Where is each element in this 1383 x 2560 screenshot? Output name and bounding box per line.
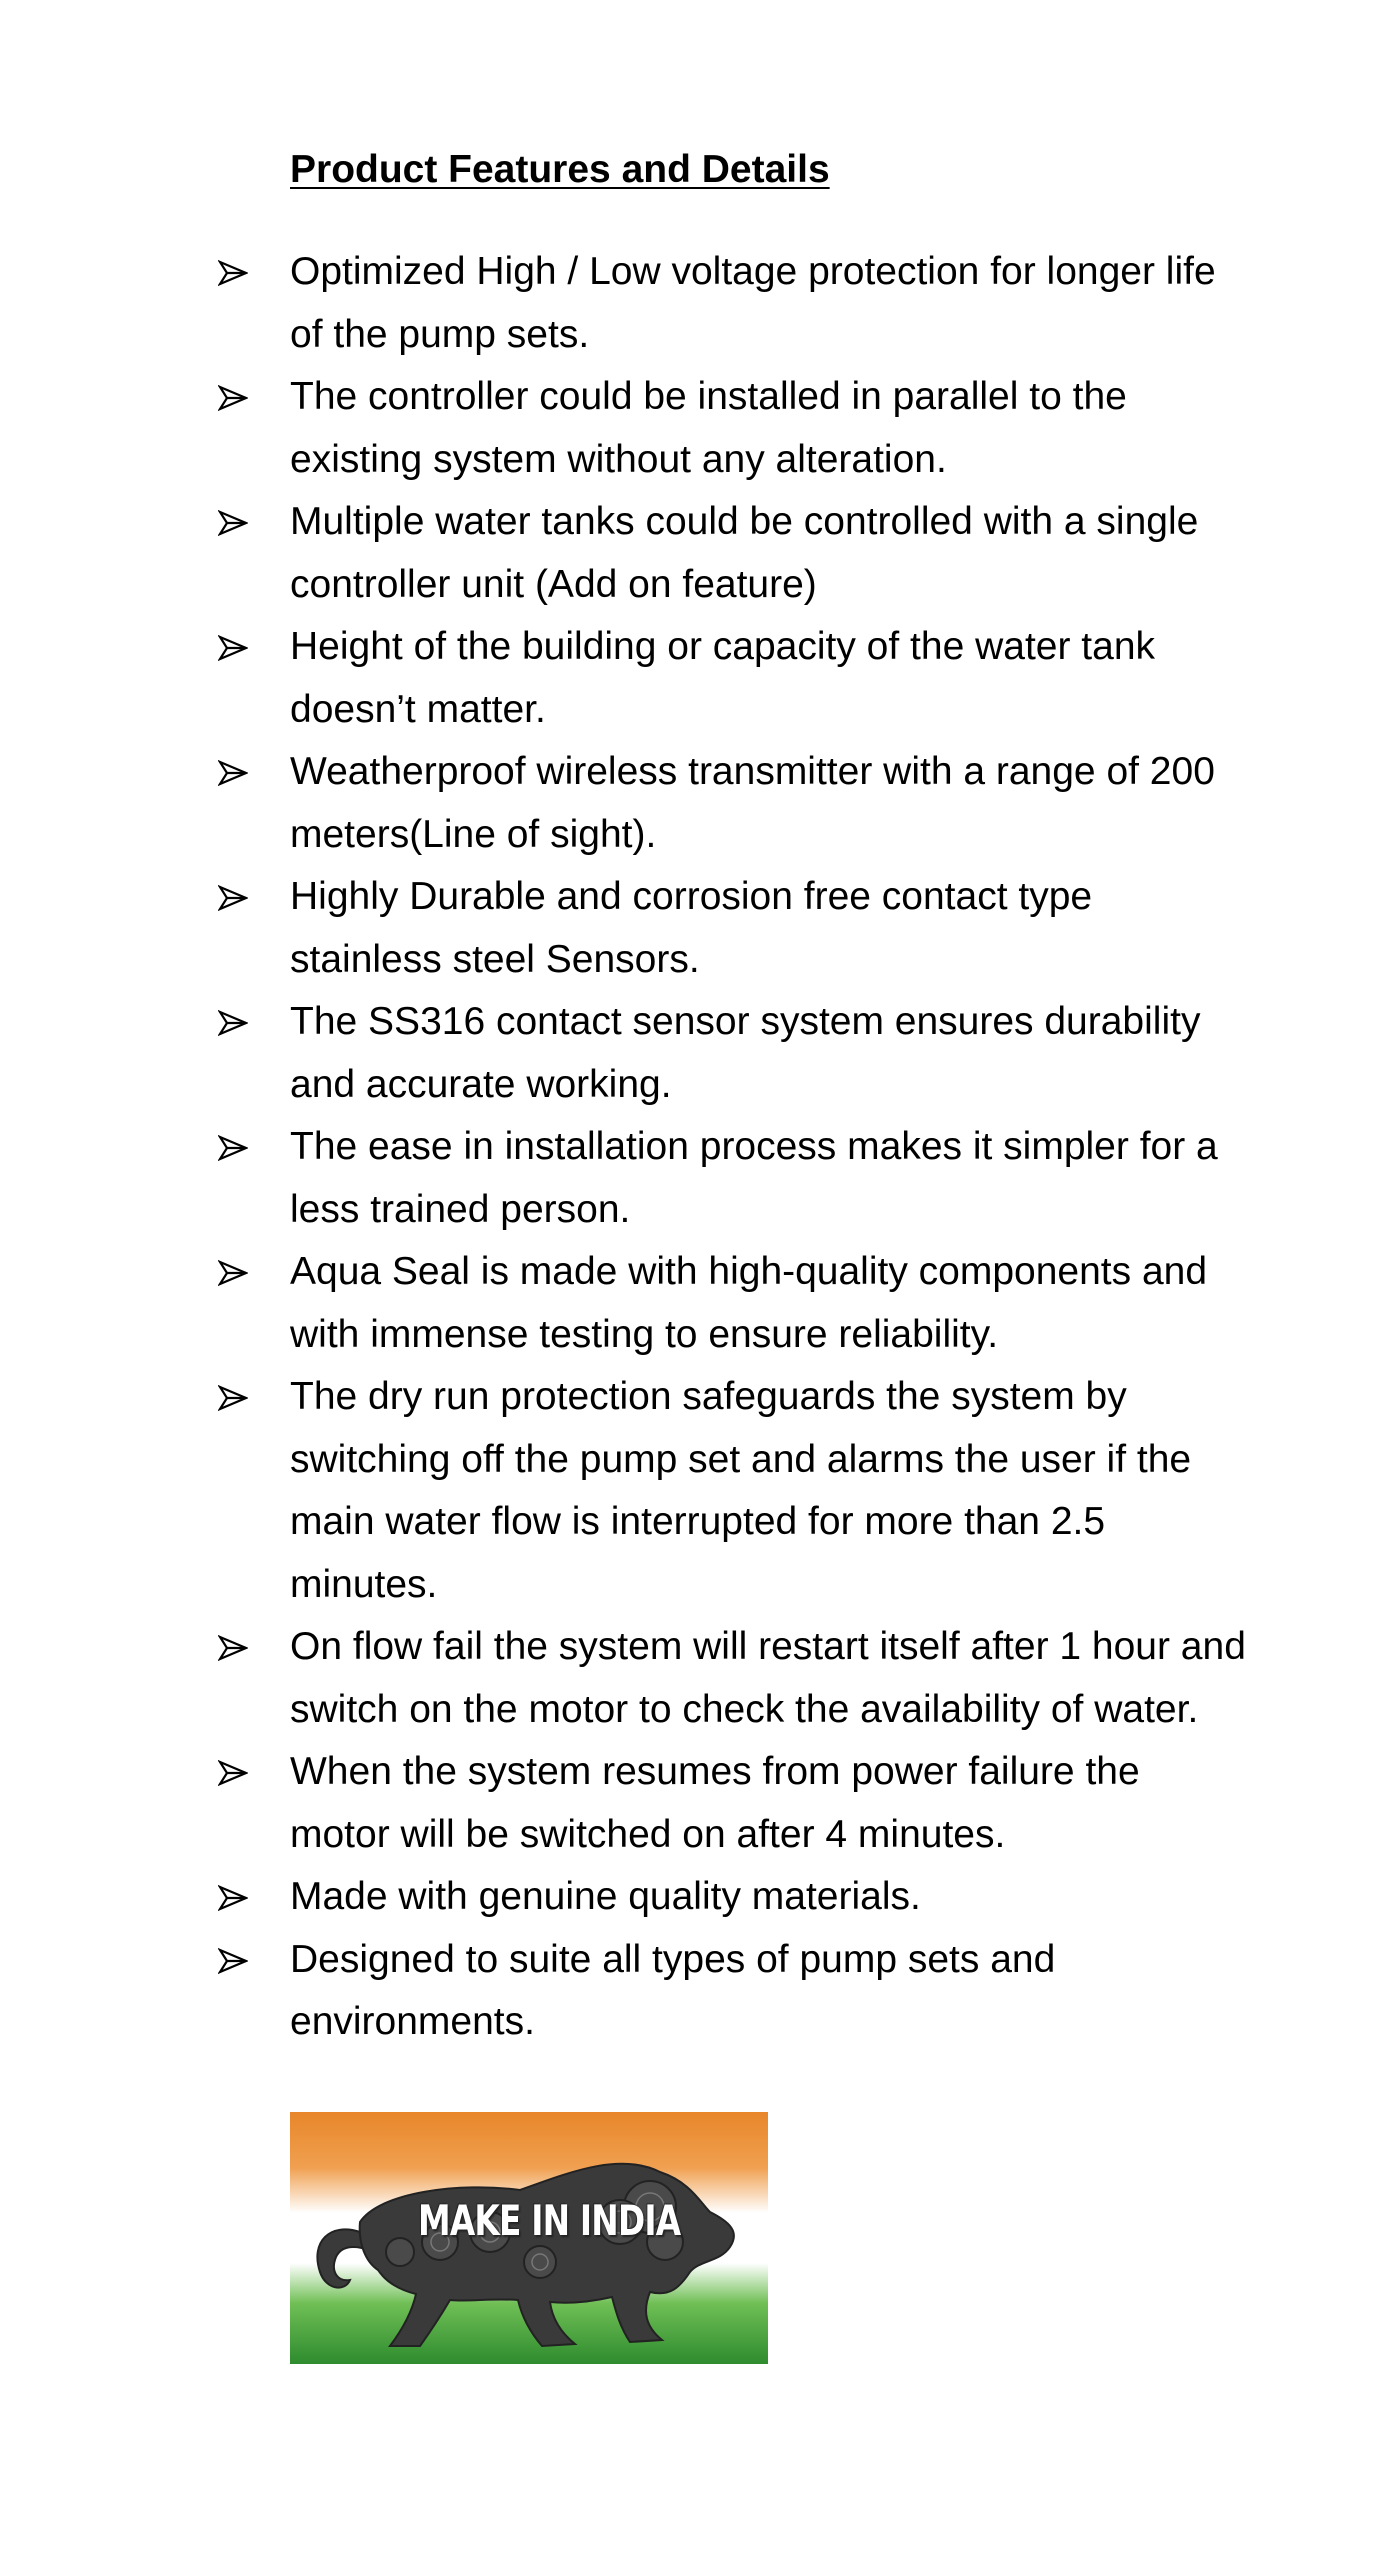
logo-text: MAKE IN INDIA <box>418 2196 681 2245</box>
feature-list <box>210 241 1250 2054</box>
feature-item <box>210 1866 1250 1929</box>
feature-item <box>210 366 1250 491</box>
arrowhead-bullet-icon <box>218 760 248 786</box>
feature-item <box>210 491 1250 616</box>
arrowhead-bullet-icon <box>218 885 248 911</box>
feature-text: Multiple water tanks could be controlled with a single controller unit (Add on feature) <box>290 500 1199 606</box>
arrowhead-bullet-icon <box>218 510 248 536</box>
feature-text: Highly Durable and corrosion free contact type stainless steel Sensors. <box>290 875 1093 981</box>
arrowhead-bullet-icon <box>218 1135 248 1161</box>
make-in-india-logo <box>290 2112 768 2364</box>
feature-item <box>210 1741 1250 1866</box>
arrowhead-bullet-icon <box>218 1760 248 1786</box>
feature-item <box>210 241 1250 366</box>
feature-item <box>210 1616 1250 1741</box>
feature-text: On flow fail the system will restart itself after 1 hour and switch on the motor to check the availability of water. <box>290 1625 1246 1731</box>
feature-item <box>210 1116 1250 1241</box>
arrowhead-bullet-icon <box>218 1948 248 1974</box>
feature-item <box>210 991 1250 1116</box>
feature-text: Designed to suite all types of pump sets and environments. <box>290 1937 1056 2043</box>
feature-text: When the system resumes from power failure the motor will be switched on after 4 minutes. <box>290 1750 1140 1856</box>
feature-text: Height of the building or capacity of the water tank doesn’t matter. <box>290 625 1156 731</box>
feature-text: Made with genuine quality materials. <box>290 1875 921 1918</box>
arrowhead-bullet-icon <box>218 635 248 661</box>
arrowhead-bullet-icon <box>218 385 248 411</box>
arrowhead-bullet-icon <box>218 1010 248 1036</box>
feature-item <box>210 866 1250 991</box>
arrowhead-bullet-icon <box>218 1260 248 1286</box>
feature-text: The controller could be installed in parallel to the existing system without any alteration. <box>290 375 1127 481</box>
feature-item <box>210 1241 1250 1366</box>
feature-text: Weatherproof wireless transmitter with a range of 200 meters(Line of sight). <box>290 750 1215 856</box>
arrowhead-bullet-icon <box>218 1885 248 1911</box>
feature-text: Aqua Seal is made with high-quality components and with immense testing to ensure reliability. <box>290 1250 1208 1356</box>
feature-item <box>210 1929 1250 2054</box>
feature-item <box>210 616 1250 741</box>
feature-text: Optimized High / Low voltage protection for longer life of the pump sets. <box>290 250 1216 356</box>
feature-text: The SS316 contact sensor system ensures durability and accurate working. <box>290 1000 1201 1106</box>
arrowhead-bullet-icon <box>218 1385 248 1411</box>
feature-item <box>210 1366 1250 1616</box>
feature-item <box>210 741 1250 866</box>
feature-text: The dry run protection safeguards the system by switching off the pump set and alarms the user if the main water flow is interrupted for more than 2.5 minutes. <box>290 1375 1192 1606</box>
page-title: Product Features and Details <box>290 148 830 191</box>
arrowhead-bullet-icon <box>218 260 248 286</box>
feature-text: The ease in installation process makes it simpler for a less trained person. <box>290 1125 1218 1231</box>
arrowhead-bullet-icon <box>218 1635 248 1661</box>
